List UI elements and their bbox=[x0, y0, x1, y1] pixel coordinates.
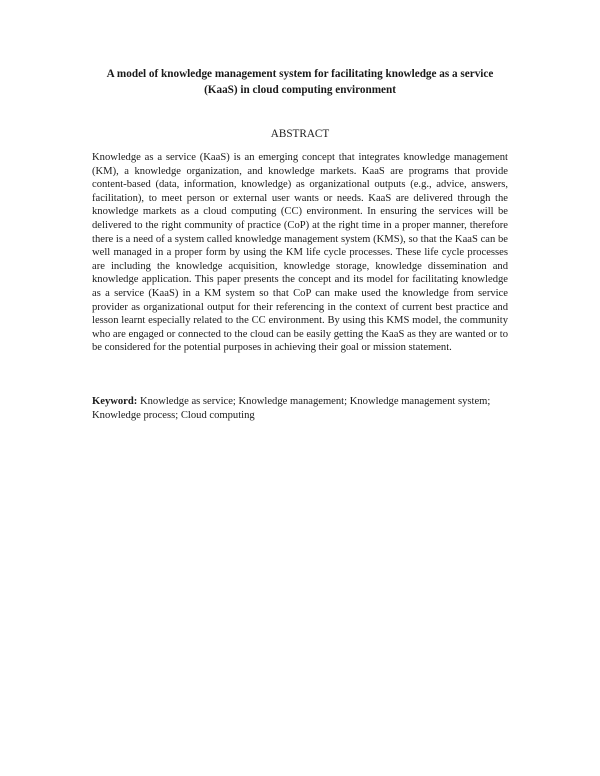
abstract-heading: ABSTRACT bbox=[270, 128, 330, 140]
keywords-label: Keyword: bbox=[92, 396, 138, 407]
keywords-line bbox=[92, 395, 508, 422]
keywords-text: Knowledge as service; Knowledge management; Knowledge management system; Knowledge process; Cloud computing bbox=[92, 396, 491, 421]
paper-title: A model of knowledge management system for facilitating knowledge as a service (KaaS) in cloud computing environment bbox=[106, 68, 494, 96]
abstract-body: Knowledge as a service (KaaS) is an emerging concept that integrates knowledge management (KM), a knowledge organization, and knowledge markets. KaaS are programs that provide content-based (data, information, knowledge) as organizational outputs (e.g., advice, answers, facilitation), to meet person or external user wants or needs. KaaS are delivered through the knowledge markets as a cloud computing (CC) environment. In ensuring the services will be delivered to the right community of practice (CoP) at the right time in a proper manner, therefore there is a need of a system called knowledge management system (KMS), so that the KaaS can be well managed in a proper form by using the KM life cycle processes. These life cycle processes are including the knowledge acquisition, knowledge storage, knowledge dissemination and knowledge application. This paper presents the concept and its model for facilitating knowledge as a service (KaaS) in a KM system so that CoP can make used the knowledge from service provider as organizational output for their referencing in the context of current best practice and lesson learnt especially related to the CC environment. By using this KMS model, the community who are engaged or connected to the cloud can be easily getting the KaaS as they are wanted or to be considered for the potential purposes in achieving their goal or mission statement. bbox=[92, 152, 508, 354]
